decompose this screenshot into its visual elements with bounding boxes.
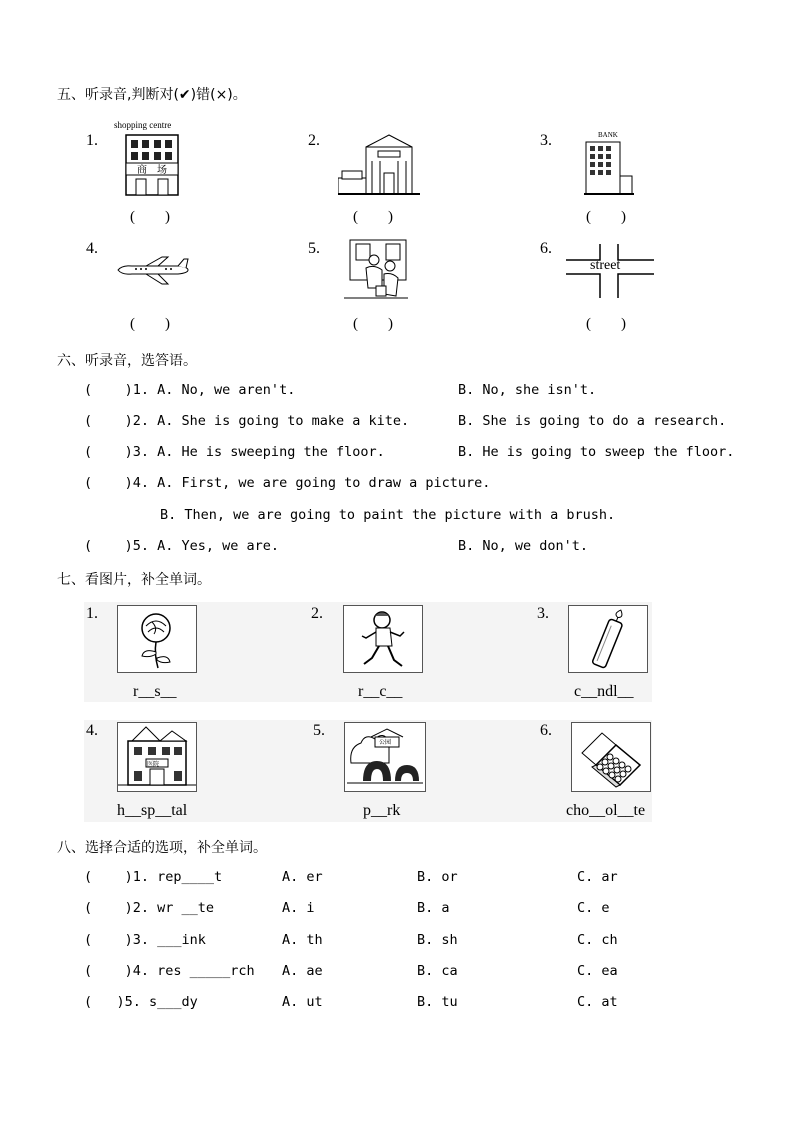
option-c[interactable]: C. e: [577, 900, 610, 916]
bank-building-icon: [584, 140, 634, 196]
question-4[interactable]: ( )4. res _____rch: [84, 963, 255, 979]
option-b[interactable]: B. a: [417, 900, 450, 916]
option-b[interactable]: B. Then, we are going to paint the picture with a brush.: [160, 507, 616, 523]
answer-paren[interactable]: ( ): [353, 209, 393, 225]
question-3[interactable]: ( )3. A. He is sweeping the floor.: [84, 444, 385, 460]
option-a[interactable]: A. ae: [282, 963, 323, 979]
item-number: 5.: [313, 722, 325, 739]
answer-paren[interactable]: ( ): [130, 316, 170, 332]
item-number: 6.: [540, 722, 552, 739]
hospital-building-icon: [338, 133, 420, 195]
item-number: 3.: [537, 605, 549, 622]
question-2[interactable]: ( )2. A. She is going to make a kite.: [84, 413, 410, 429]
item-number: 1.: [86, 132, 98, 149]
hospital-sign: 医院: [147, 761, 160, 768]
item-number: 5.: [308, 240, 320, 257]
section7-title: 七、看图片，补全单词。: [57, 572, 211, 588]
option-c[interactable]: C. ch: [577, 932, 618, 948]
option-b[interactable]: B. No, she isn't.: [458, 382, 597, 398]
section8-title: 八、选择合适的选项，补全单词。: [57, 840, 267, 856]
answer-paren[interactable]: ( ): [130, 209, 170, 225]
train-passengers-icon: [344, 236, 408, 302]
question-1[interactable]: ( )1. rep____t: [84, 869, 223, 885]
word-blank[interactable]: p__rk: [363, 802, 401, 819]
word-blank[interactable]: cho__ol__te: [566, 802, 646, 819]
park-icon: [344, 722, 426, 792]
option-b[interactable]: B. or: [417, 869, 458, 885]
airplane-icon: [116, 256, 190, 286]
rose-icon: [117, 605, 197, 673]
chocolate-box-icon: [571, 722, 651, 792]
option-b[interactable]: B. No, we don't.: [458, 538, 589, 554]
picture-label: shopping centre: [114, 120, 172, 130]
section5-title: 五、听录音,判断对(✔)错(×)。: [57, 87, 247, 103]
item-number: 3.: [540, 132, 552, 149]
option-b[interactable]: B. ca: [417, 963, 458, 979]
word-blank[interactable]: r__c__: [358, 683, 403, 700]
item-number: 2.: [311, 605, 323, 622]
candle-icon: [568, 605, 648, 673]
picture-label: BANK: [598, 131, 618, 139]
hospital-icon: [117, 722, 197, 792]
option-a[interactable]: A. er: [282, 869, 323, 885]
option-c[interactable]: C. at: [577, 994, 618, 1010]
option-c[interactable]: C. ar: [577, 869, 618, 885]
word-blank[interactable]: r__s__: [133, 683, 177, 700]
option-a[interactable]: A. th: [282, 932, 323, 948]
option-b[interactable]: B. He is going to sweep the floor.: [458, 444, 735, 460]
question-2[interactable]: ( )2. wr __te: [84, 900, 215, 916]
answer-paren[interactable]: ( ): [353, 316, 393, 332]
park-sign: 公园: [379, 739, 392, 746]
item-number: 4.: [86, 240, 98, 257]
item-number: 4.: [86, 722, 98, 739]
option-b[interactable]: B. tu: [417, 994, 458, 1010]
answer-paren[interactable]: ( ): [586, 209, 626, 225]
word-blank[interactable]: h__sp__tal: [117, 802, 188, 819]
option-b[interactable]: B. sh: [417, 932, 458, 948]
question-5[interactable]: ( )5. s___dy: [84, 994, 198, 1010]
question-4[interactable]: ( )4. A. First, we are going to draw a picture.: [84, 475, 491, 491]
question-5[interactable]: ( )5. A. Yes, we are.: [84, 538, 280, 554]
running-boy-icon: [343, 605, 423, 673]
item-number: 2.: [308, 132, 320, 149]
question-3[interactable]: ( )3. ___ink: [84, 932, 206, 948]
item-number: 1.: [86, 605, 98, 622]
answer-paren[interactable]: ( ): [586, 316, 626, 332]
option-b[interactable]: B. She is going to do a research.: [458, 413, 727, 429]
shop-sign: 商 场: [137, 165, 167, 176]
section6-title: 六、听录音，选答语。: [57, 353, 197, 369]
word-blank[interactable]: c__ndl__: [574, 683, 634, 700]
item-number: 6.: [540, 240, 552, 257]
street-label: street: [590, 258, 621, 273]
option-a[interactable]: A. ut: [282, 994, 323, 1010]
option-c[interactable]: C. ea: [577, 963, 618, 979]
option-a[interactable]: A. i: [282, 900, 315, 916]
question-1[interactable]: ( )1. A. No, we aren't.: [84, 382, 296, 398]
